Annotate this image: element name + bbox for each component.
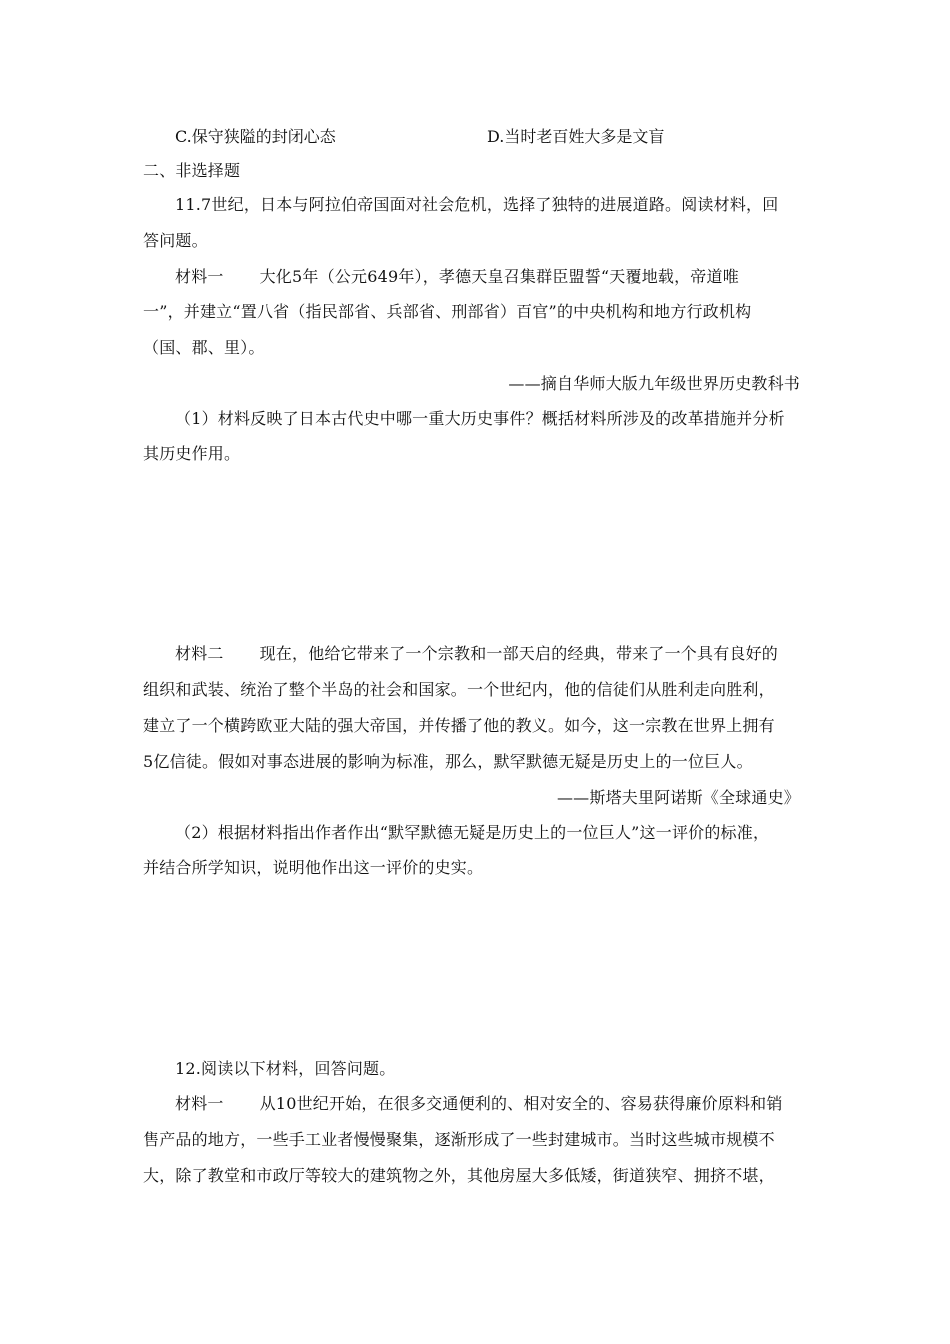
q11-material1-source: ——摘自华师大版九年级世界历史教科书	[508, 374, 800, 393]
q11-material1-line3: （国、郡、里）。	[143, 338, 265, 357]
q11-intro-line1: 11.7世纪，日本与阿拉伯帝国面对社会危机，选择了独特的进展道路。阅读材料，回	[175, 195, 779, 214]
q11-sub2-line2: 并结合所学知识，说明他作出这一评价的史实。	[143, 858, 484, 877]
option-d: D.当时老百姓大多是文盲	[487, 127, 665, 146]
q11-material1-text1: 大化5年（公元649年），孝德天皇召集群臣盟誓“天覆地载，帝道唯	[259, 267, 739, 286]
q11-material2-line2: 组织和武装、统治了整个半岛的社会和国家。一个世纪内，他的信徒们从胜利走向胜利，	[143, 680, 775, 699]
q12-material1-line1	[175, 1094, 808, 1114]
q12-material1-label: 材料一	[175, 1094, 224, 1113]
q11-material2-line1	[175, 644, 808, 664]
q11-material2-line3: 建立了一个横跨欧亚大陆的强大帝国，并传播了他的教义。如今，这一宗教在世界上拥有	[143, 716, 775, 735]
q11-material2-source: ——斯塔夫里阿诺斯《全球通史》	[556, 788, 800, 807]
q11-material2-text1: 现在，他给它带来了一个宗教和一部天启的经典，带来了一个具有良好的	[259, 644, 779, 663]
q11-sub1-line2: 其历史作用。	[143, 444, 241, 463]
q11-material2-line4: 5亿信徒。假如对事态进展的影响为标准，那么，默罕默德无疑是历史上的一位巨人。	[143, 752, 753, 771]
q11-material1-line2: 一”，并建立“置八省（指民部省、兵部省、刑部省）百官”的中央机构和地方行政机构	[143, 302, 752, 321]
q11-intro-line2: 答问题。	[143, 231, 208, 250]
q11-material1-line1	[175, 267, 808, 287]
section-title: 二、非选择题	[143, 161, 241, 180]
q12-material1-text1: 从10世纪开始，在很多交通便利的、相对安全的、容易获得廉价原料和销	[259, 1094, 783, 1113]
q12-intro: 12.阅读以下材料，回答问题。	[175, 1059, 396, 1078]
q11-sub1-line1: （1）材料反映了日本古代史中哪一重大历史事件？概括材料所涉及的改革措施并分析	[175, 409, 785, 428]
q11-material1-label: 材料一	[175, 267, 224, 286]
q11-material2-label: 材料二	[175, 644, 224, 663]
option-c: C.保守狭隘的封闭心态	[175, 127, 336, 146]
q11-sub2-line1: （2）根据材料指出作者作出“默罕默德无疑是历史上的一位巨人”这一评价的标准，	[175, 823, 770, 842]
q12-material1-line2: 售产品的地方，一些手工业者慢慢聚集，逐渐形成了一些封建城市。当时这些城市规模不	[143, 1130, 775, 1149]
q12-material1-line3: 大，除了教堂和市政厅等较大的建筑物之外，其他房屋大多低矮，街道狭窄、拥挤不堪，	[143, 1166, 775, 1185]
